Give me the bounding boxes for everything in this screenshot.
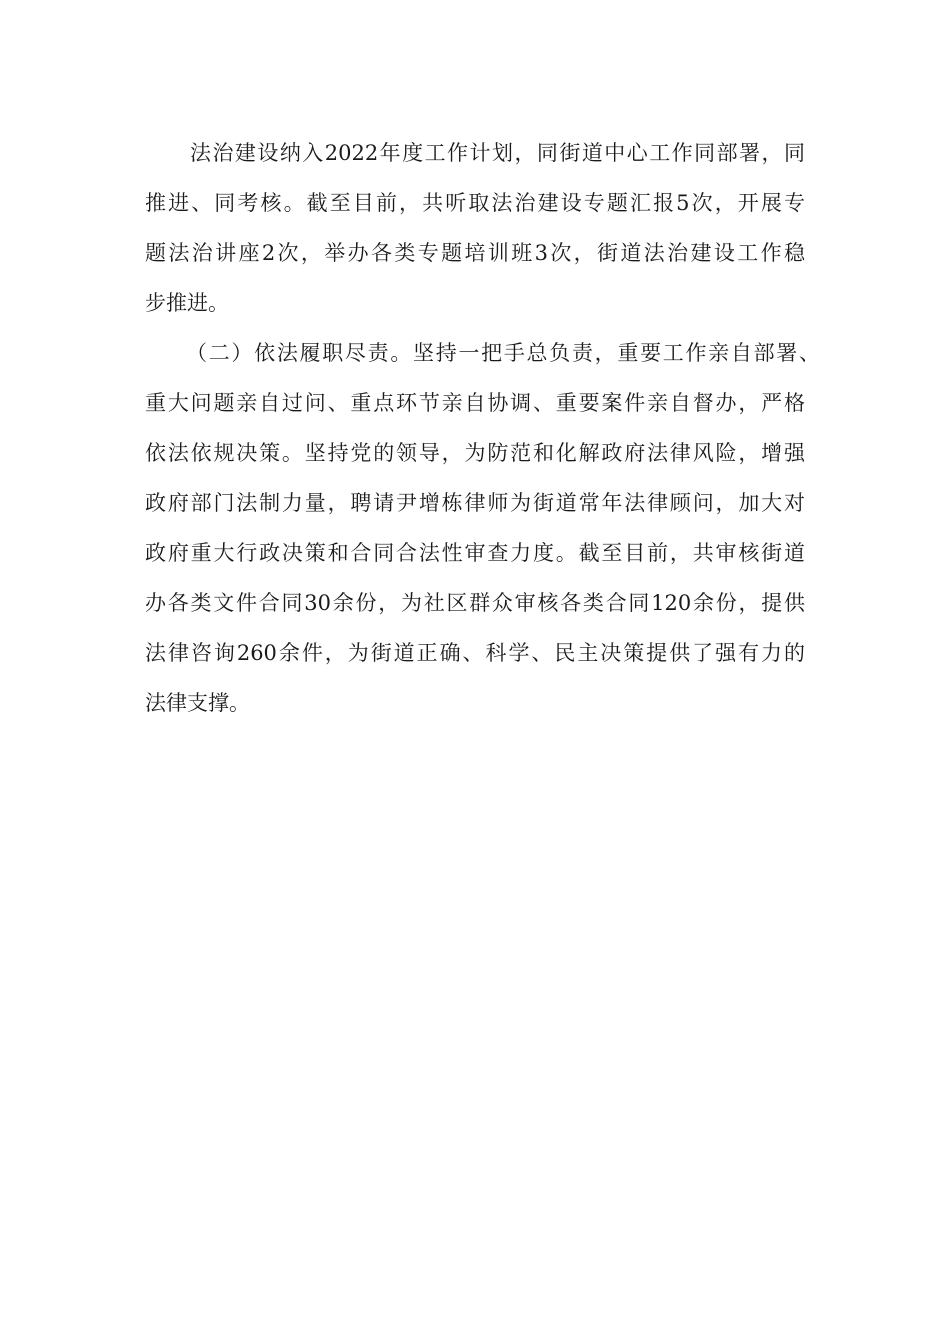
paragraph-2-line-4: 政府部门法制力量，聘请尹增栋律师为街道常年法律顾问，加大对	[145, 491, 805, 515]
paragraph-2-line-5: 政府重大行政决策和合同合法性审查力度。截至目前，共审核街道	[145, 541, 805, 565]
paragraph-1-line-2: 推进、同考核。截至目前，共听取法治建设专题汇报5次，开展专	[145, 191, 805, 215]
paragraph-2-line-6: 办各类文件合同30余份，为社区群众审核各类合同120余份，提供	[145, 591, 805, 615]
paragraph-1-line-3: 题法治讲座2次，举办各类专题培训班3次，街道法治建设工作稳	[145, 241, 805, 265]
paragraph-2-line-8: 法律支撑。	[145, 691, 250, 715]
paragraph-2-line-2: 重大问题亲自过问、重点环节亲自协调、重要案件亲自督办，严格	[145, 391, 805, 415]
paragraph-2-line-7: 法律咨询260余件，为街道正确、科学、民主决策提供了强有力的	[145, 641, 805, 665]
paragraph-1-line-1: 法治建设纳入2022年度工作计划，同街道中心工作同部署，同	[190, 141, 805, 165]
paragraph-2-line-1: （二）依法履职尽责。坚持一把手总负责，重要工作亲自部署、	[186, 341, 820, 365]
paragraph-2-line-3: 依法依规决策。坚持党的领导，为防范和化解政府法律风险，增强	[145, 441, 805, 465]
paragraph-1-line-4: 步推进。	[145, 291, 229, 315]
